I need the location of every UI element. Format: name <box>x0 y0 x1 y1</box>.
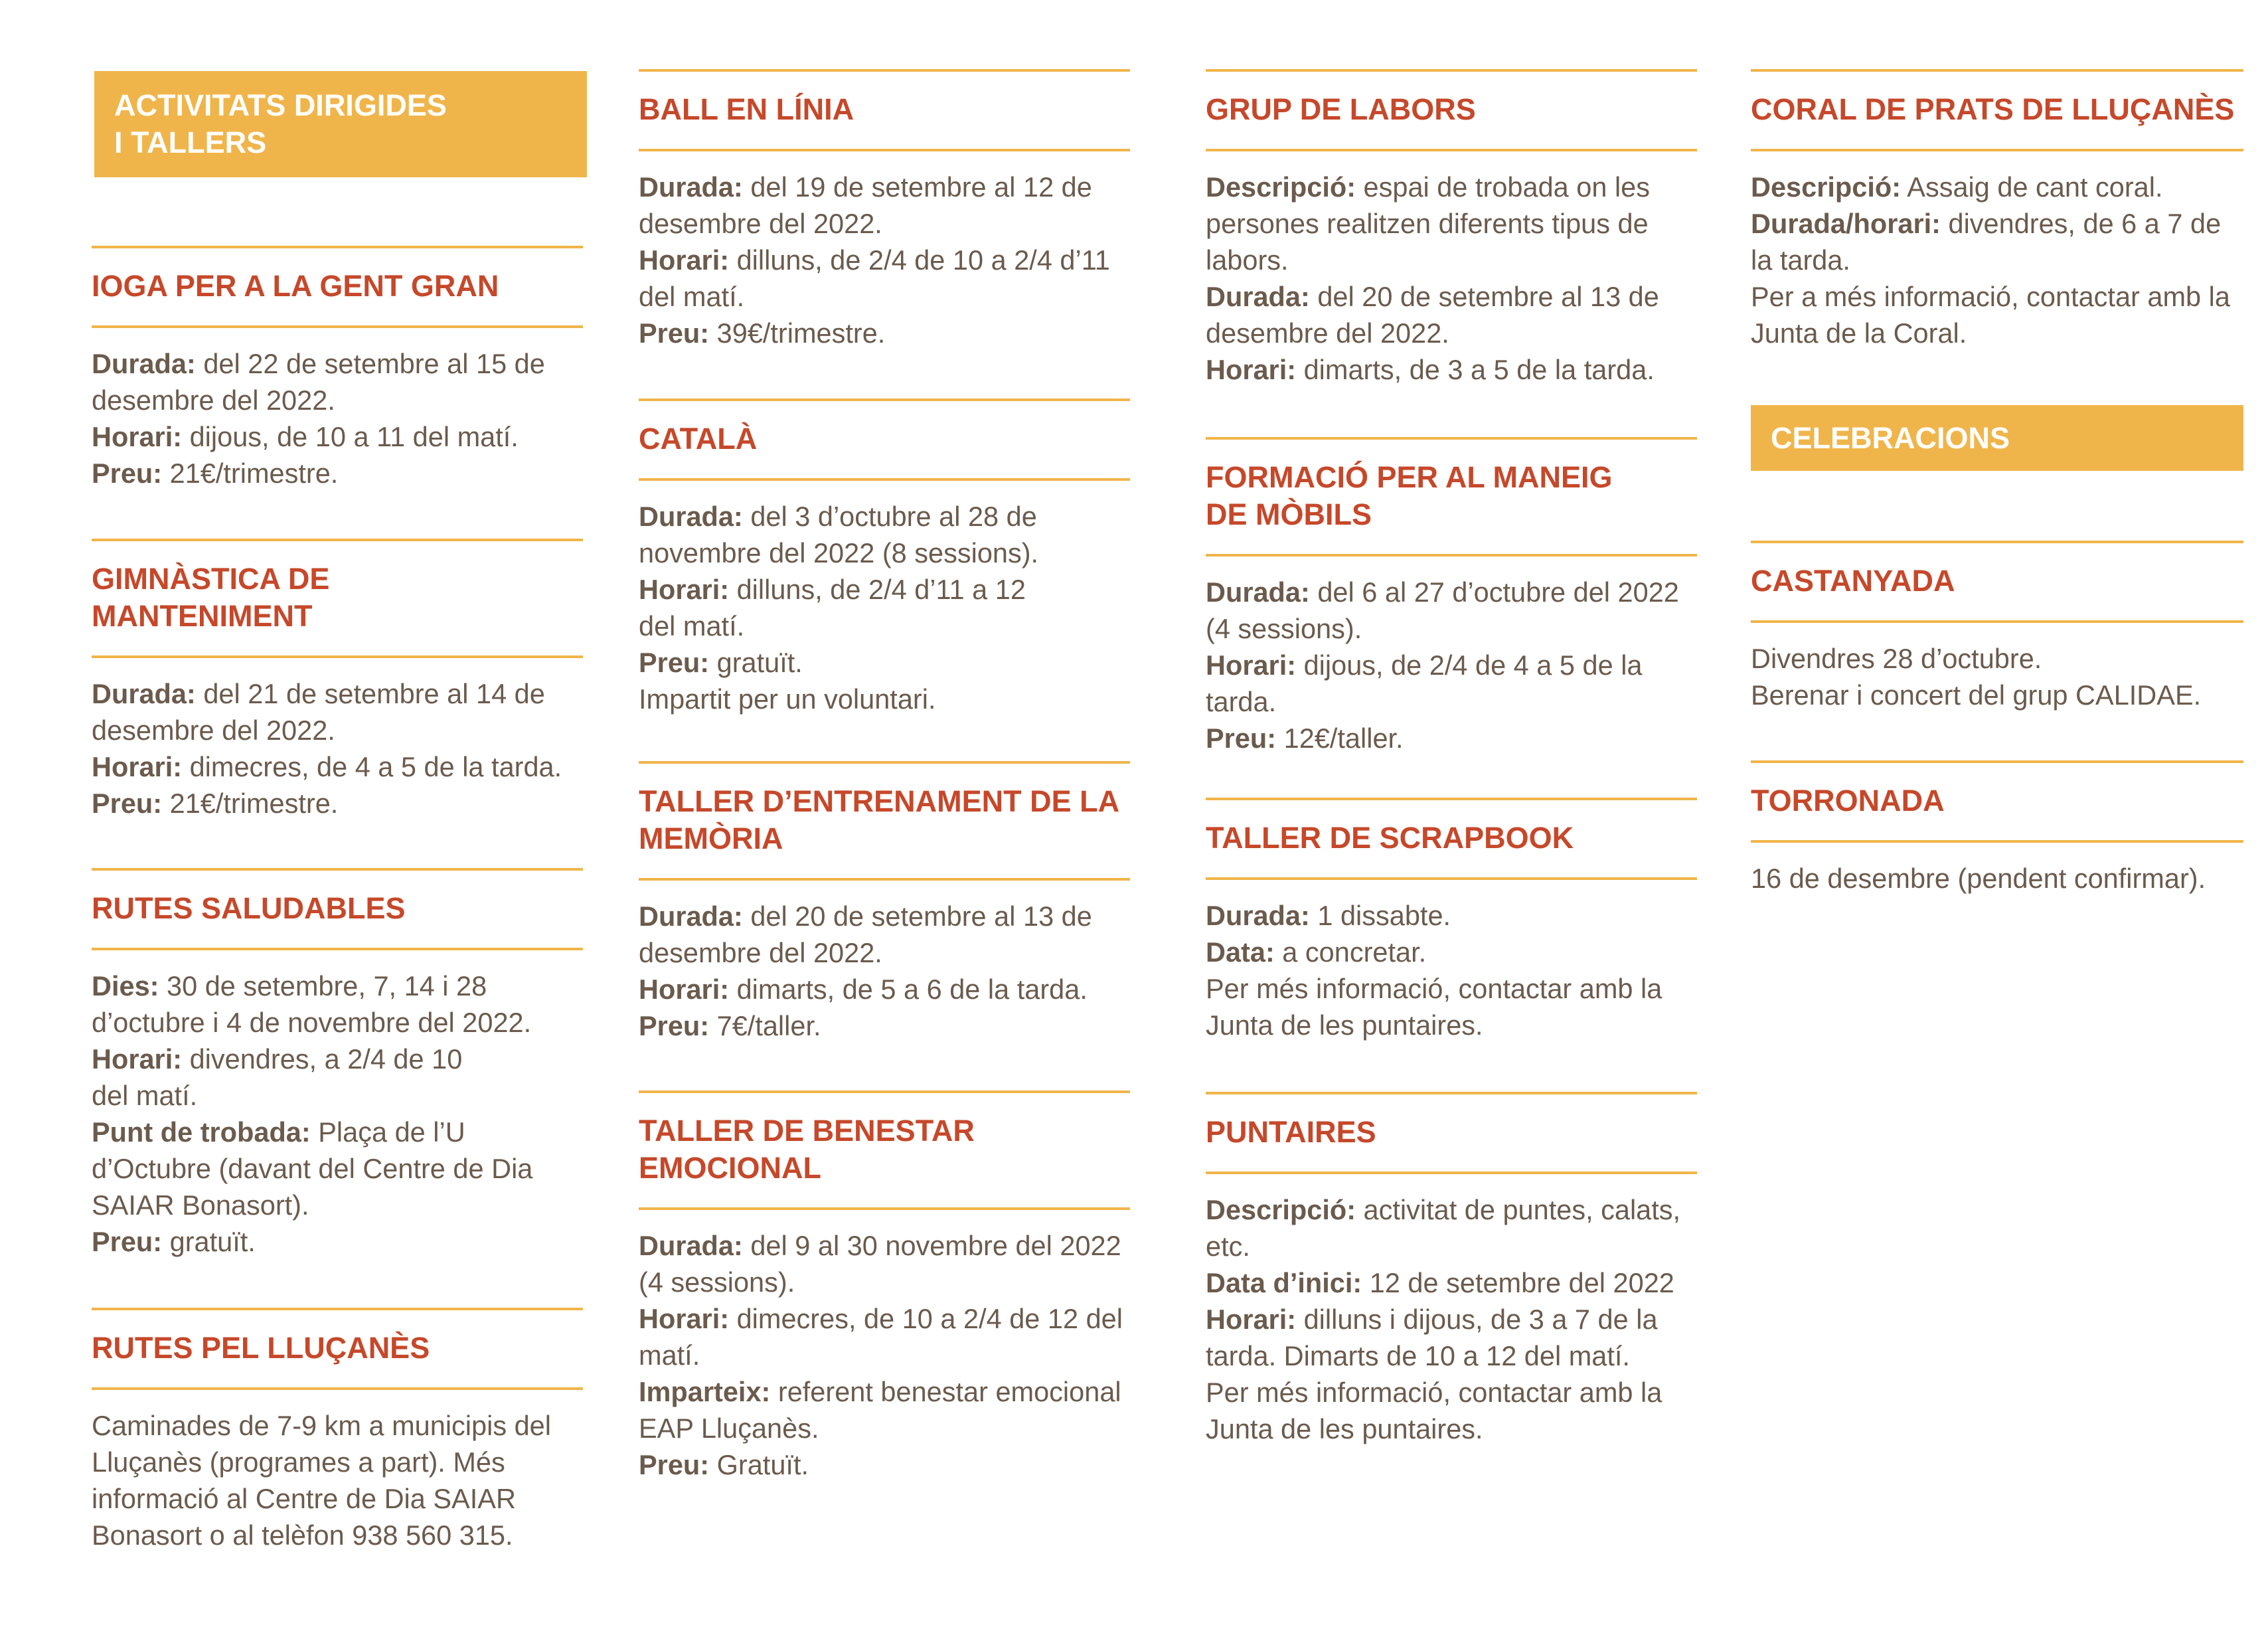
punt-label: Punt de trobada: <box>92 1116 311 1148</box>
activity-catala <box>639 398 1130 717</box>
descripcio-value: espai de trobada on les persones realitzen diferents tipus de labors. <box>1206 171 1651 276</box>
durada-label: Durada: <box>639 1230 743 1261</box>
durada-label: Durada: <box>639 901 743 932</box>
imparteix-value: referent benestar emocional EAP Lluçanès. <box>639 1376 1121 1444</box>
horari-label: Horari: <box>639 574 730 605</box>
activity-details <box>92 968 583 1260</box>
banner-line-2: I TALLERS <box>114 126 267 159</box>
durada-value: del 20 de setembre al 13 de desembre del 2022. <box>639 901 1092 968</box>
horari-value: dilluns, de 2/4 de 10 a 2/4 d’11 del matí. <box>639 244 1110 312</box>
durada-value: del 21 de setembre al 14 de desembre del 2022. <box>92 678 545 746</box>
descripcio-label: Descripció: <box>1206 171 1356 203</box>
activity-details <box>92 1407 583 1553</box>
preu-value: gratuït. <box>162 1226 256 1257</box>
horari-value: dijous, de 2/4 de 4 a 5 de la tarda. <box>1206 650 1643 717</box>
preu-value: 39€/trimestre. <box>709 317 886 349</box>
horari-label: Horari: <box>1206 1304 1297 1335</box>
activity-title: CORAL DE PRATS DE LLUÇANÈS <box>1751 69 2243 151</box>
celebration-torronada <box>1751 760 2243 897</box>
horari-label: Horari: <box>639 1303 730 1334</box>
activity-details <box>639 898 1130 1044</box>
preu-value: 21€/trimestre. <box>162 458 339 489</box>
horari-value: divendres, de 6 a 7 de la tarda. <box>1751 208 2222 276</box>
durada-label: Durada: <box>92 678 196 709</box>
horari-value: dimarts, de 5 a 6 de la tarda. <box>729 974 1088 1005</box>
activity-scrapbook <box>1206 798 1697 1043</box>
horari-value: dilluns, de 2/4 d’11 a 12 <box>729 574 1026 605</box>
descripcio-label: Descripció: <box>1751 171 1902 203</box>
durada-label: Durada: <box>1206 281 1310 312</box>
title-line-1: GIMNÀSTICA DE <box>92 562 330 596</box>
activity-details <box>1206 169 1697 388</box>
activity-details <box>92 675 583 822</box>
descripcio-value: Assaig de cant coral. <box>1901 171 2163 203</box>
horari-value: dimecres, de 4 a 5 de la tarda. <box>182 751 562 782</box>
activity-title: TALLER DE SCRAPBOOK <box>1206 798 1697 880</box>
activity-details <box>1206 897 1697 1043</box>
horari-label: Durada/horari: <box>1751 208 1941 239</box>
preu-value: 7€/taller. <box>709 1010 821 1041</box>
activity-title: RUTES PEL LLUÇANÈS <box>92 1308 583 1390</box>
activity-title <box>1206 437 1697 557</box>
activity-benestar <box>639 1090 1130 1483</box>
durada-value: del 19 de setembre al 12 de desembre del 2022. <box>639 171 1092 239</box>
durada-value: del 22 de setembre al 15 de desembre del 2022. <box>92 348 545 416</box>
activity-title <box>639 1090 1130 1210</box>
preu-label: Preu: <box>1206 723 1277 754</box>
horari-label: Horari: <box>639 244 730 276</box>
activity-puntaires <box>1206 1092 1697 1447</box>
title-line-2: MANTENIMENT <box>92 599 313 633</box>
horari-label: Horari: <box>1206 354 1297 385</box>
celebration-title: TORRONADA <box>1751 760 2243 843</box>
preu-value: 12€/taller. <box>1276 723 1404 754</box>
data-value: a concretar. <box>1274 936 1427 968</box>
durada-value: 1 dissabte. <box>1309 900 1451 931</box>
celebration-details <box>1751 640 2243 713</box>
preu-label: Preu: <box>639 1449 710 1480</box>
durada-label: Durada: <box>1206 576 1310 608</box>
data-inici-label: Data d’inici: <box>1206 1267 1362 1298</box>
activity-memoria <box>639 761 1130 1044</box>
celebration-date: Divendres 28 d’octubre. <box>1751 643 2042 674</box>
punt-value: Plaça de l’U d’Octubre (davant del Centre de Dia SAIAR Bonasort). <box>92 1116 533 1221</box>
preu-label: Preu: <box>639 317 710 349</box>
activity-note: Impartit per un voluntari. <box>639 683 936 715</box>
activity-note: Per més informació, contactar amb la Junta de les puntaires. <box>1206 973 1662 1041</box>
activity-title: IOGA PER A LA GENT GRAN <box>92 246 583 328</box>
horari-value: divendres, a 2/4 de 10 <box>182 1043 463 1075</box>
preu-value: gratuït. <box>709 647 803 678</box>
horari-label: Horari: <box>1206 650 1297 681</box>
durada-value: del 9 al 30 novembre del 2022 (4 sessions). <box>639 1230 1121 1298</box>
preu-label: Preu: <box>92 1226 163 1257</box>
activity-details <box>1206 1191 1697 1447</box>
durada-value: del 6 al 27 d’octubre del 2022 (4 sessions). <box>1206 576 1679 644</box>
activity-labors <box>1206 69 1697 388</box>
horari-label: Horari: <box>639 974 730 1005</box>
activity-details <box>92 345 583 491</box>
descripcio-value: activitat de puntes, calats, etc. <box>1206 1194 1681 1262</box>
horari-value-cont: del matí. <box>639 610 745 642</box>
banner-line-1: ACTIVITATS DIRIGIDES <box>114 88 447 122</box>
horari-label: Horari: <box>92 1043 183 1075</box>
activity-ball <box>639 69 1130 351</box>
activity-description: Caminades de 7-9 km a municipis del Lluçanès (programes a part). Més informació al Centre de Dia SAIAR Bonasort o al telèfon 938 560 315. <box>92 1410 551 1551</box>
preu-value: 21€/trimestre. <box>162 788 339 819</box>
data-label: Data: <box>1206 936 1275 968</box>
preu-label: Preu: <box>92 458 163 489</box>
celebration-date: 16 de desembre (pendent confirmar). <box>1751 863 2206 894</box>
data-inici-value: 12 de setembre del 2022 <box>1362 1267 1674 1298</box>
horari-value-cont: del matí. <box>92 1080 198 1111</box>
activity-coral <box>1751 69 2243 351</box>
title-line-2: EMOCIONAL <box>639 1151 821 1185</box>
horari-label: Horari: <box>92 751 183 782</box>
durada-value: del 20 de setembre al 13 de desembre del 2022. <box>1206 281 1659 349</box>
durada-label: Durada: <box>639 171 743 203</box>
activity-note: Per més informació, contactar amb la Junta de les puntaires. <box>1206 1377 1662 1444</box>
durada-label: Durada: <box>639 501 743 532</box>
preu-label: Preu: <box>639 1010 710 1041</box>
activity-ioga <box>92 246 583 491</box>
activity-rutes-saludables <box>92 868 583 1260</box>
horari-value: dimarts, de 3 a 5 de la tarda. <box>1296 354 1655 385</box>
activity-details <box>639 498 1130 717</box>
activity-rutes-llucanes <box>92 1308 583 1553</box>
section-banner-celebracions: CELEBRACIONS <box>1751 405 2243 471</box>
durada-label: Durada: <box>1206 900 1310 931</box>
activity-gimnastica <box>92 539 583 822</box>
activity-details <box>639 169 1130 351</box>
celebration-description: Berenar i concert del grup CALIDAE. <box>1751 679 2202 711</box>
activity-title: TALLER D’ENTRENAMENT DE LA MEMÒRIA <box>639 761 1130 881</box>
celebration-castanyada <box>1751 541 2243 713</box>
horari-value: dimecres, de 10 a 2/4 de 12 del matí. <box>639 1303 1123 1371</box>
preu-label: Preu: <box>92 788 163 819</box>
preu-label: Preu: <box>639 647 710 678</box>
dies-value: 30 de setembre, 7, 14 i 28 d’octubre i 4 de novembre del 2022. <box>92 970 532 1038</box>
activity-title <box>92 539 583 658</box>
activity-title: BALL EN LÍNIA <box>639 69 1130 151</box>
section-banner-activitats <box>94 71 587 177</box>
activity-title: CATALÀ <box>639 398 1130 481</box>
imparteix-label: Imparteix: <box>639 1376 771 1407</box>
activity-mobils <box>1206 437 1697 756</box>
activity-details <box>1751 169 2243 351</box>
durada-label: Durada: <box>92 348 196 379</box>
horari-value: dijous, de 10 a 11 del matí. <box>182 421 519 452</box>
horari-value: dilluns i dijous, de 3 a 7 de la tarda. Dimarts de 10 a 12 del matí. <box>1206 1304 1658 1371</box>
title-line-2: DE MÒBILS <box>1206 497 1372 531</box>
dies-label: Dies: <box>92 970 159 1001</box>
title-line-1: TALLER DE BENESTAR <box>639 1114 975 1148</box>
activity-title: PUNTAIRES <box>1206 1092 1697 1174</box>
preu-value: Gratuït. <box>709 1449 809 1480</box>
celebration-title: CASTANYADA <box>1751 541 2243 623</box>
activity-details <box>1206 574 1697 756</box>
durada-value: del 3 d’octubre al 28 de novembre del 2022 (8 sessions). <box>639 501 1039 568</box>
activity-details <box>639 1227 1130 1483</box>
title-line-1: FORMACIÓ PER AL MANEIG <box>1206 460 1613 494</box>
horari-label: Horari: <box>92 421 183 452</box>
celebration-details <box>1751 860 2243 897</box>
activity-title: RUTES SALUDABLES <box>92 868 583 950</box>
activity-title: GRUP DE LABORS <box>1206 69 1697 151</box>
activity-note: Per a més informació, contactar amb la Junta de la Coral. <box>1751 281 2230 349</box>
descripcio-label: Descripció: <box>1206 1194 1356 1225</box>
